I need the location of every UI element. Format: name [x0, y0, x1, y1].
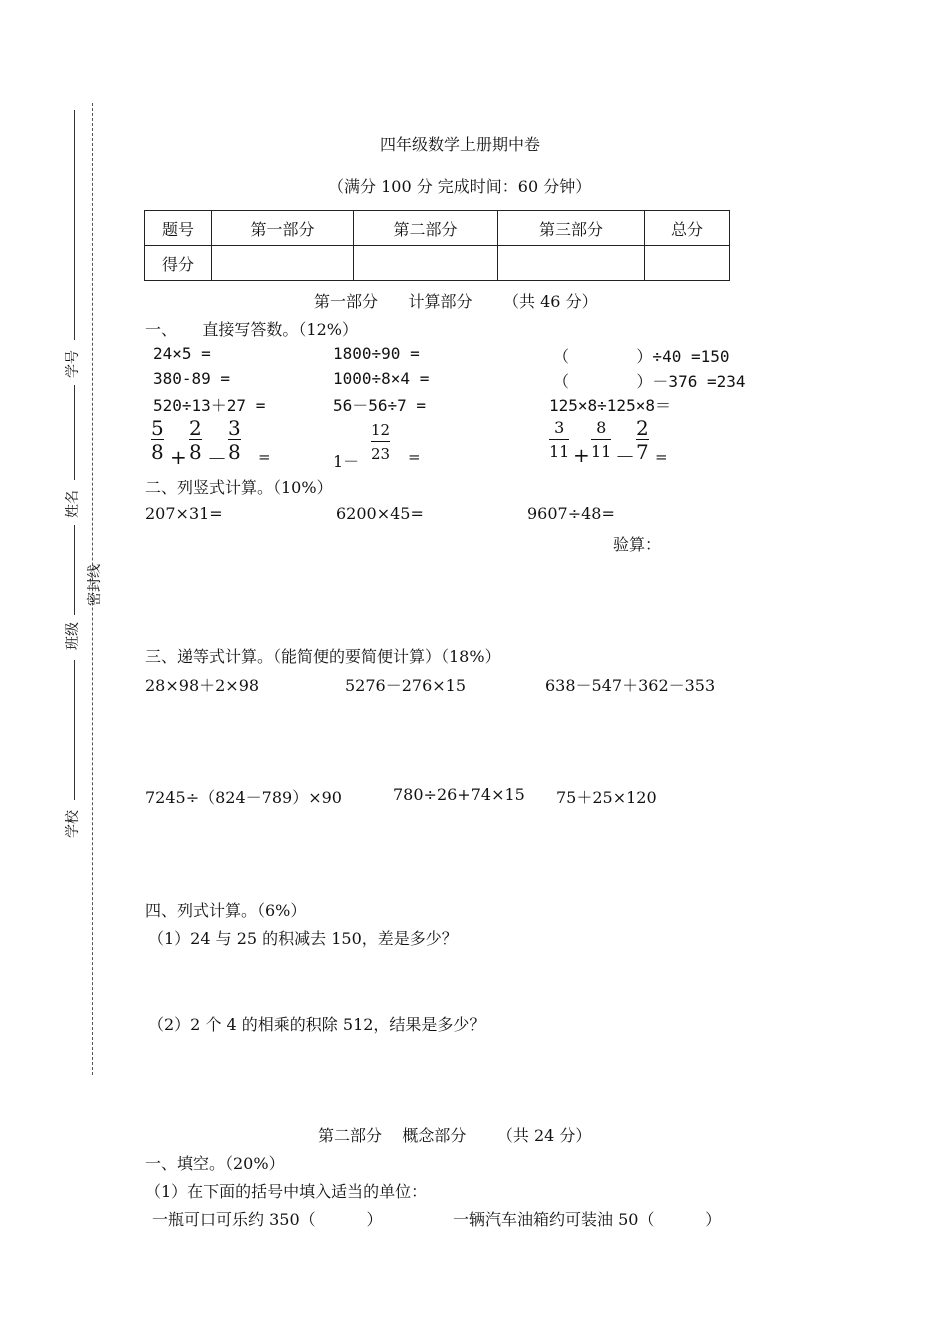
equals-sign: =	[655, 448, 668, 466]
numerator: 2	[636, 416, 649, 440]
numerator: 2	[189, 416, 202, 440]
q1-item: （ ）÷40 =150	[553, 347, 730, 366]
q3-item: 7245÷（824－789）×90	[145, 788, 342, 807]
q1-item: 520÷13＋27 =	[153, 396, 266, 415]
denominator: 8	[228, 440, 241, 464]
part1-title: 第一部分 计算部分 （共 46 分）	[314, 292, 598, 311]
q2-title: 二、列竖式计算。（10%）	[145, 478, 333, 497]
operator: －	[615, 445, 635, 469]
fraction	[636, 417, 649, 464]
score-row-label: 得分	[145, 246, 212, 281]
operator: －	[207, 447, 227, 471]
name-label: 姓名	[65, 490, 81, 518]
operator: +	[573, 443, 590, 467]
school-blank	[74, 660, 75, 800]
q1-item: 1000÷8×4 =	[333, 369, 430, 388]
denominator: 23	[371, 445, 391, 463]
numerator: 5	[151, 416, 164, 440]
numerator: 12	[371, 421, 391, 439]
numerator: 3	[228, 416, 241, 440]
score-cell[interactable]	[645, 246, 730, 281]
seal-line-label: 密封线	[87, 564, 103, 606]
numerator: 8	[596, 418, 607, 437]
operator: +	[170, 445, 187, 469]
score-cell[interactable]	[212, 246, 354, 281]
score-header-cell: 第三部分	[498, 211, 645, 246]
numerator: 3	[554, 418, 565, 437]
q2-item: 9607÷48=	[527, 504, 615, 523]
q1-item: 24×5 =	[153, 344, 211, 363]
denominator: 11	[549, 442, 570, 461]
q1-item: 125×8÷125×8＝	[549, 396, 671, 415]
fraction	[151, 417, 164, 464]
denominator: 7	[636, 440, 649, 464]
operand: 1－	[333, 452, 360, 471]
part2-q1-title: 一、填空。（20%）	[145, 1154, 285, 1173]
score-table-header-row	[145, 211, 730, 246]
q2-item: 207×31=	[145, 504, 223, 523]
fraction	[228, 417, 241, 464]
q3-item: 75＋25×120	[556, 788, 657, 807]
name-blank	[74, 385, 75, 480]
q3-item: 780÷26+74×15	[393, 785, 525, 804]
class-blank	[74, 525, 75, 615]
fraction	[549, 417, 569, 464]
part2-title: 第二部分 概念部分 （共 24 分）	[318, 1126, 592, 1145]
school-label: 学校	[65, 810, 81, 838]
equals-sign: =	[408, 448, 421, 466]
q1-title: 一、 直接写答数。（12%）	[145, 320, 358, 339]
score-header-cell: 第一部分	[212, 211, 354, 246]
page-subtitle: （满分 100 分 完成时间：60 分钟）	[328, 177, 592, 196]
class-label: 班级	[65, 622, 81, 650]
score-cell[interactable]	[354, 246, 498, 281]
part2-fill-item: 一瓶可口可乐约 350（ ）	[152, 1210, 383, 1229]
fraction	[189, 417, 202, 464]
q1-item: （ ）－376 =234	[553, 372, 746, 391]
denominator: 8	[189, 440, 202, 464]
denominator: 11	[591, 442, 612, 461]
part2-fill-item: 一辆汽车油箱约可装油 50（ ）	[453, 1210, 722, 1229]
score-header-cell: 题号	[145, 211, 212, 246]
fraction	[371, 419, 390, 466]
score-table-score-row	[145, 246, 730, 281]
q4-item: （2）2 个 4 的相乘的积除 512，结果是多少？	[148, 1015, 486, 1034]
score-table	[144, 210, 730, 281]
student-id-blank	[74, 110, 75, 340]
page-title: 四年级数学上册期中卷	[380, 135, 541, 154]
denominator: 8	[151, 440, 164, 464]
q1-item: 1800÷90 =	[333, 344, 420, 363]
q3-item: 28×98＋2×98	[145, 676, 260, 695]
q4-title: 四、列式计算。（6%）	[145, 901, 307, 920]
q3-item: 638－547＋362－353	[545, 676, 716, 695]
check-label: 验算：	[613, 535, 662, 554]
score-header-cell: 第二部分	[354, 211, 498, 246]
q3-item: 5276－276×15	[345, 676, 467, 695]
student-id-label: 学号	[65, 350, 81, 378]
q1-item: 380-89 =	[153, 369, 231, 388]
q1-item: 56－56÷7 =	[333, 396, 427, 415]
equals-sign: =	[258, 448, 271, 466]
score-cell[interactable]	[498, 246, 645, 281]
score-header-cell: 总分	[645, 211, 730, 246]
q2-item: 6200×45=	[336, 504, 424, 523]
part2-q1-sub1: （1）在下面的括号中填入适当的单位：	[145, 1182, 428, 1201]
q3-title: 三、递等式计算。（能简便的要简便计算）（18%）	[145, 647, 501, 666]
q4-item: （1）24 与 25 的积减去 150，差是多少？	[148, 929, 458, 948]
fraction	[591, 417, 611, 464]
